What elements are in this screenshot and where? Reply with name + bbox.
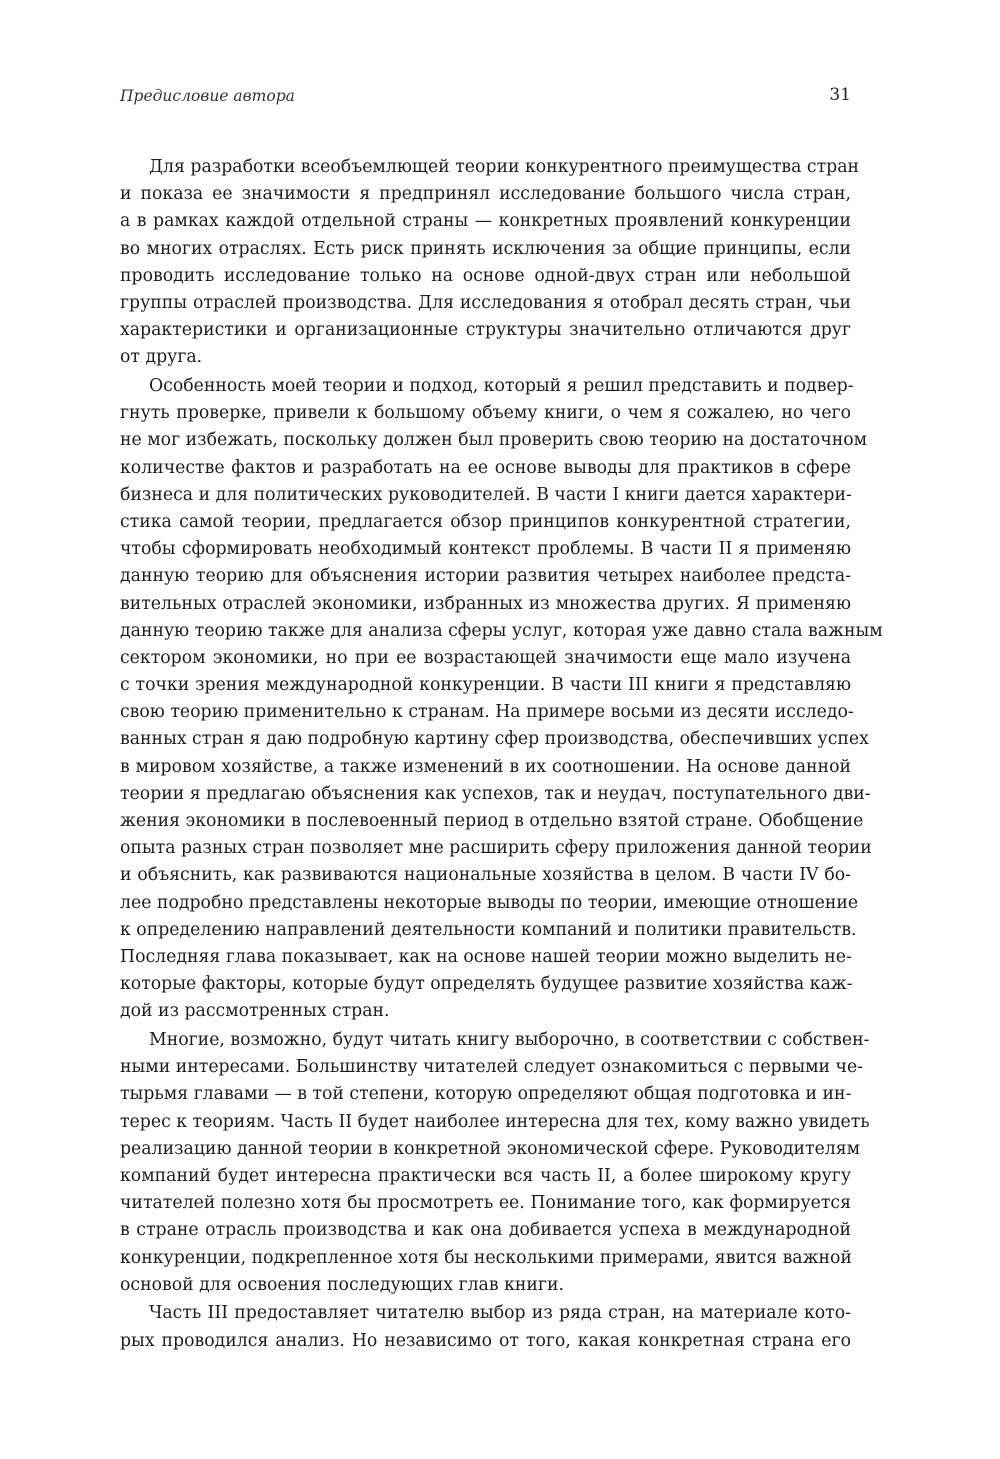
text-line: свою теорию применительно к странам. На примере восьми из десяти исследо- <box>120 702 854 723</box>
text-line: к определению направлений деятельности компаний и политики правительств. <box>120 919 857 940</box>
text-line: гнуть проверке, привели к большому объему книги, о чем я сожалею, но чего <box>120 403 851 424</box>
text-line: Многие, возможно, будут читать книгу выборочно, в соответствии с собствен- <box>149 1030 870 1050</box>
text-line: а в рамках каждой отдельной страны — конкретных проявлений конкуренции <box>120 211 851 232</box>
text-line: данную теорию для объяснения истории развития четырех наиболее предста- <box>120 566 851 587</box>
text-line: Часть III предоставляет читателю выбор из ряда стран, на материале кото- <box>149 1303 851 1324</box>
paragraph <box>120 373 883 1026</box>
text-line: в стране отрасль производства и как она добивается успеха в международной <box>120 1220 851 1241</box>
body-text <box>120 154 883 1355</box>
text-line: терес к теориям. Часть II будет наиболее интересна для тех, кому важно увидеть <box>120 1111 870 1132</box>
text-line: группы отраслей производства. Для исследования я отобрал десять стран, чьи <box>120 292 851 313</box>
text-line: в мировом хозяйстве, а также изменений в их соотношении. На основе данной <box>120 756 851 777</box>
text-line: реализацию данной теории в конкретной экономической сфере. Руководителям <box>120 1138 861 1159</box>
text-line: сектором экономики, но при ее возрастающей значимости еще мало изучена <box>120 647 851 668</box>
text-line: чтобы сформировать необходимый контекст проблемы. В части II я применяю <box>120 539 851 560</box>
text-line: компаний будет интересна практически вся часть II, а более широкому кругу <box>120 1165 851 1186</box>
text-line: лее подробно представлены некоторые выводы по теории, имеющие отношение <box>120 892 859 913</box>
text-line: опыта разных стран позволяет мне расширить сферу приложения данной теории <box>120 838 872 859</box>
running-header-title: Предисловие автора <box>120 87 295 105</box>
text-line: от друга. <box>120 347 203 368</box>
text-line: которые факторы, которые будут определять будущее развитие хозяйства каж- <box>120 974 853 995</box>
text-line: жения экономики в послевоенный период в отдельно взятой стране. Обобщение <box>120 811 864 831</box>
text-line: ными интересами. Большинству читателей следует ознакомиться с первыми че- <box>120 1057 864 1078</box>
paragraph <box>120 1027 870 1299</box>
text-line: Для разработки всеобъемлющей теории конкурентного преимущества стран <box>149 157 860 177</box>
text-line: данную теорию также для анализа сферы услуг, которая уже давно стала важным <box>120 620 883 641</box>
text-line: и показа ее значимости я предпринял исследование большого числа стран, <box>120 184 851 205</box>
paragraph <box>120 1300 851 1354</box>
text-line: основой для освоения последующих глав книги. <box>120 1274 564 1295</box>
text-line: Особенность моей теории и подход, который я решил представить и подвер- <box>149 376 854 396</box>
text-line: теории я предлагаю объяснения как успехов, так и неудач, поступательного дви- <box>120 783 871 804</box>
text-line: дой из рассмотренных стран. <box>120 1001 390 1022</box>
text-line: Последняя глава показывает, как на основе нашей теории можно выделить не- <box>120 946 852 967</box>
text-line: и объяснить, как развиваются национальные хозяйства в целом. В части IV бо- <box>120 865 851 886</box>
text-line: бизнеса и для политических руководителей. В части I книги дается характери- <box>120 484 852 505</box>
text-line: во многих отраслях. Есть риск принять исключения за общие принципы, если <box>120 238 851 259</box>
text-line: проводить исследование только на основе одной-двух стран или небольшой <box>120 265 851 286</box>
paragraph <box>120 154 860 372</box>
text-line: не мог избежать, поскольку должен был проверить свою теорию на достаточном <box>120 430 868 451</box>
text-line: ванных стран я даю подробную картину сфер производства, обеспечивших успех <box>120 729 869 750</box>
text-line: характеристики и организационные структуры значительно отличаются друг <box>120 320 851 341</box>
text-line: количестве фактов и разработать на ее основе выводы для практиков в сфере <box>120 457 851 478</box>
text-line: стика самой теории, предлагается обзор принципов конкурентной стратегии, <box>120 511 851 532</box>
text-line: читателей полезно хотя бы просмотреть ее. Понимание того, как формируется <box>120 1193 851 1214</box>
text-line: с точки зрения международной конкуренции. В части III книги я представляю <box>120 675 851 696</box>
text-line: рых проводился анализ. Но независимо от того, какая конкретная страна его <box>120 1330 851 1351</box>
text-line: конкуренции, подкрепленное хотя бы несколькими примерами, явится важной <box>120 1247 852 1268</box>
page-number: 31 <box>829 85 851 105</box>
text-line: тырьмя главами — в той степени, которую определяют общая подготовка и ин- <box>120 1084 852 1105</box>
text-line: вительных отраслей экономики, избранных из множества других. Я применяю <box>120 593 851 614</box>
